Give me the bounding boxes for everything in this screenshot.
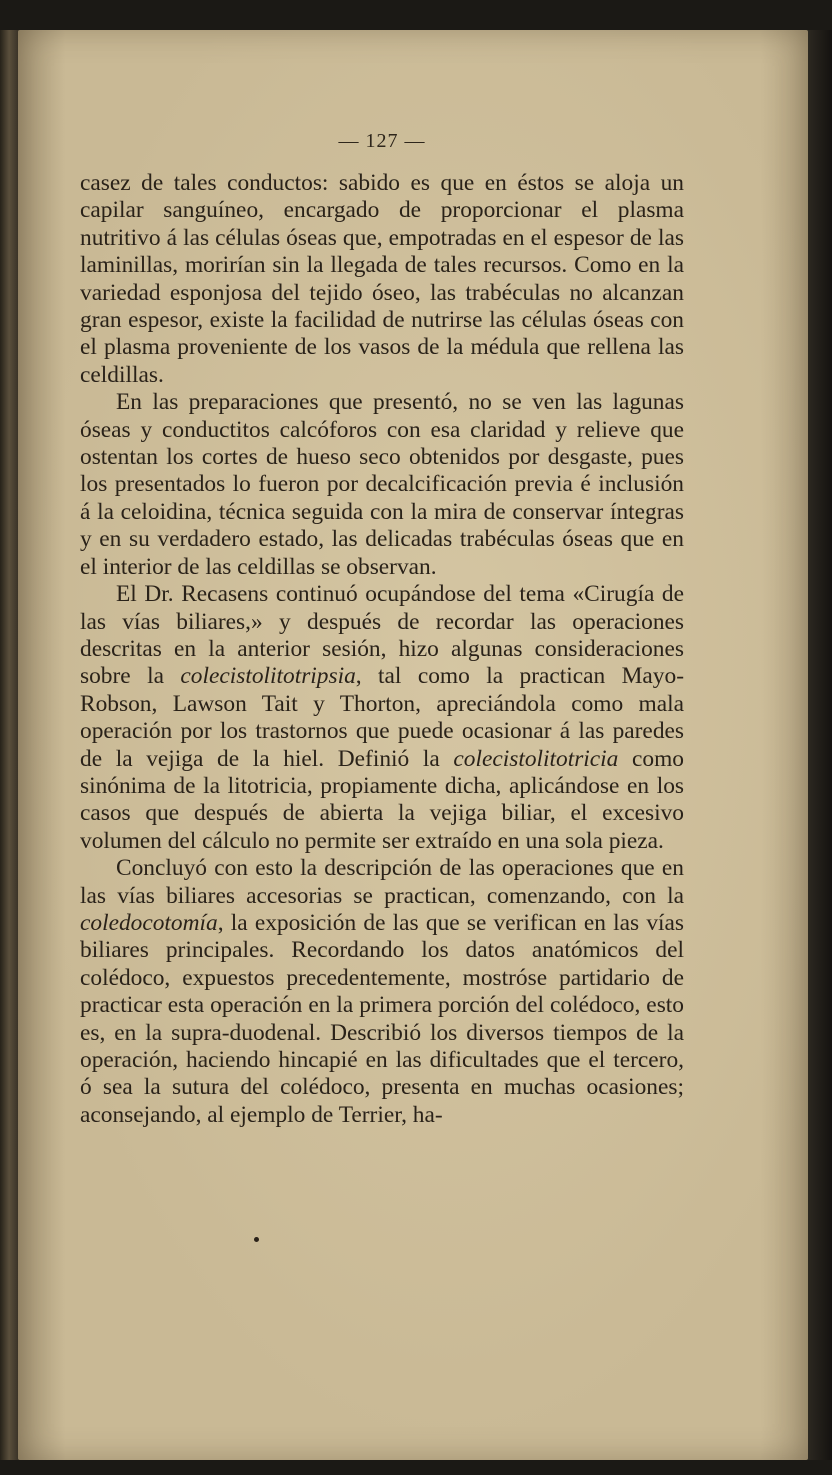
ink-speck xyxy=(254,1237,259,1242)
paragraph-p3 xyxy=(80,581,684,855)
text-run: En las preparaciones que presentó, no se ven las lagunas óseas y conductitos calcóforos con esa claridad y relieve que ostentan los cortes de hueso seco obtenidos por desgaste, pues los presentados lo fueron por decalcificación previa é inclusión á la celoidina, técnica seguida con la mira de conservar íntegras y en su verdadero estado, las delicadas trabéculas óseas que en el interior de las celdillas se observan. xyxy=(80,389,684,580)
book-page xyxy=(18,30,808,1460)
text-run: como sinónima de la litotricia, propiamente dicha, aplicándose en los casos que después de abierta la vejiga biliar, el excesivo volumen del cálculo no permite ser extraído en una sola pieza. xyxy=(80,745,684,854)
text-run: El Dr. Recasens continuó ocupándose del tema «Cirugía de las vías biliares,» y después de recordar las operaciones descritas en la anterior sesión, hizo algunas consideraciones sobre la xyxy=(80,581,684,690)
text-run: , la exposición de las que se verifican en las vías biliares principales. Recordando los datos anatómicos del colédoco, expuestos precedentemente, mostróse partidario de practicar esta operación en la primera porción del colédoco, esto es, en la supra-duodenal. Describió los diversos tiempos de la operación, haciendo hincapié en las dificultades que el tercero, ó sea la sutura del colédoco, presenta en muchas ocasiones; aconsejando, al ejemplo de Terrier, ha- xyxy=(80,909,684,1128)
text-run: casez de tales conductos: sabido es que en éstos se aloja un capilar sanguíneo, encargado de proporcionar el plasma nutritivo á las células óseas que, empotradas en el espesor de las laminillas, morirían sin la llegada de tales recursos. Como en la variedad esponjosa del tejido óseo, las trabéculas no alcanzan gran espesor, existe la facilidad de nutrirse las células óseas con el plasma proveniente de los vasos de la médula que rellena las celdillas. xyxy=(80,170,684,388)
text-run: Concluyó con esto la descripción de las operaciones que en las vías biliares accesorias se practican, comenzando, con la xyxy=(80,855,684,909)
italic-term: coledocotomía xyxy=(80,909,218,936)
page-edge-shadow xyxy=(806,30,832,1460)
italic-term: colecistolitotricia xyxy=(453,745,619,772)
paragraph-p2 xyxy=(80,389,684,581)
italic-term: colecistolitotripsia xyxy=(180,663,356,690)
paragraph-p4 xyxy=(80,855,684,1129)
page-body-text xyxy=(80,170,684,1129)
page-number: — 127 — xyxy=(338,130,426,152)
paragraph-p1 xyxy=(80,170,684,389)
text-run: , tal como la practican Mayo-Robson, Lawson Tait y Thorton, apreciándola como mala operación por los trastornos que puede ocasionar á las paredes de la vejiga de la hiel. Definió la xyxy=(80,663,684,772)
